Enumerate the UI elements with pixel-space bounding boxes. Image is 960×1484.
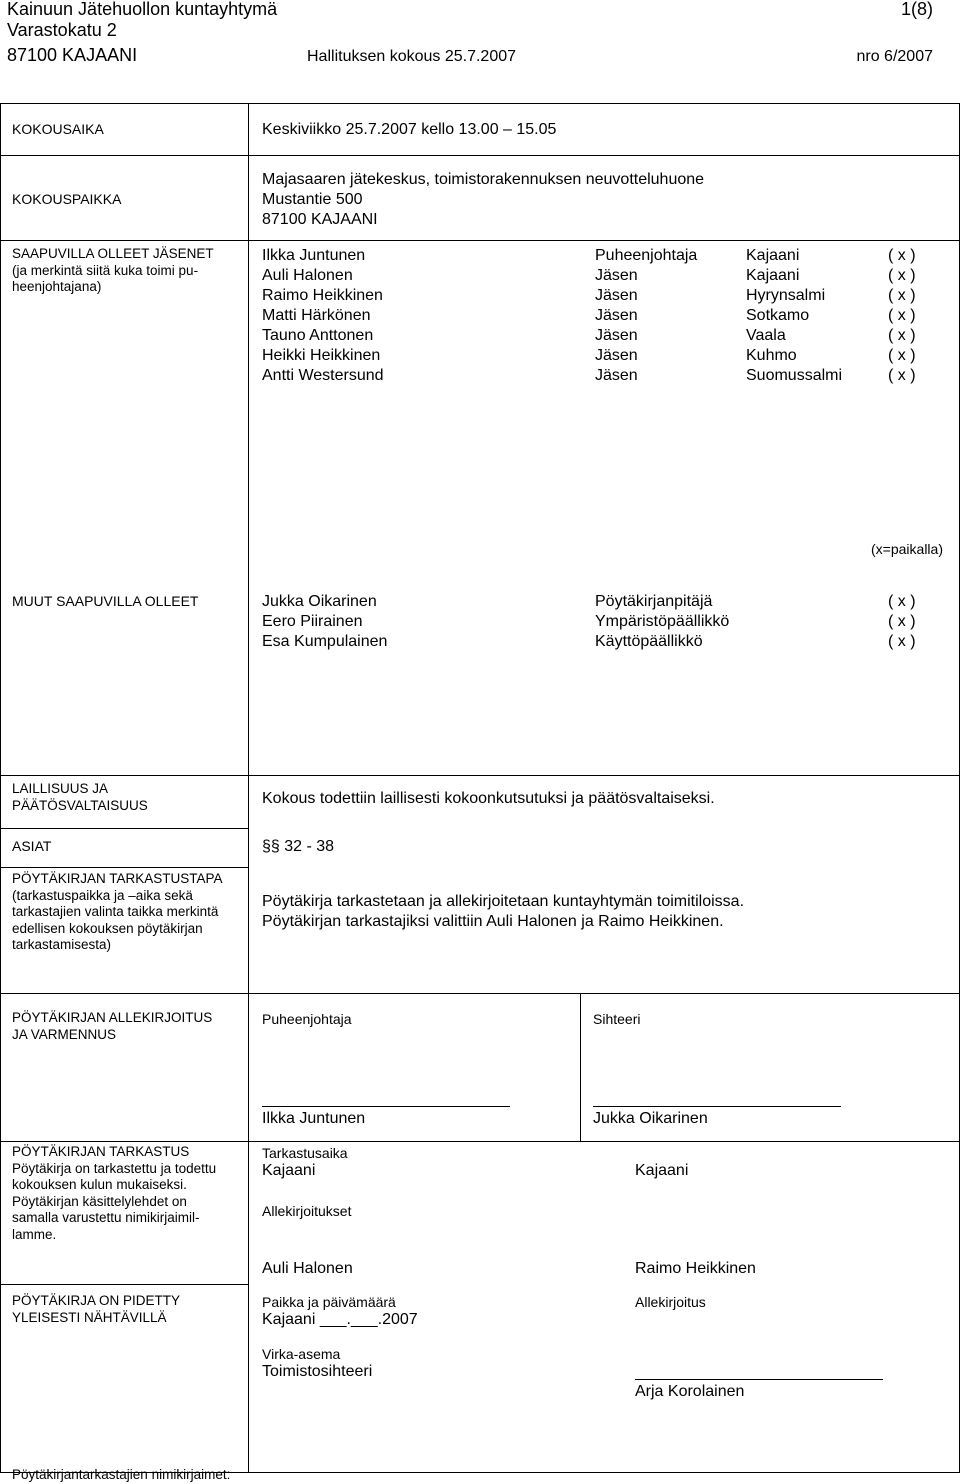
label-line: YLEISESTI NÄHTÄVILLÄ	[12, 1309, 167, 1325]
laillisuus-text: Kokous todettiin laillisesti kokoonkutsutuksi ja päätösvaltaiseksi.	[262, 790, 715, 807]
other-names	[262, 592, 387, 652]
member-role: Jäsen	[595, 327, 638, 344]
row-divider	[0, 103, 960, 104]
row-divider	[0, 993, 960, 994]
other-roles	[595, 592, 729, 652]
label-line: edellisen kokouksen pöytäkirjan	[12, 920, 203, 936]
venue-line: 87100 KAJAANI	[262, 211, 378, 228]
label-line: heenjohtajana)	[12, 279, 102, 294]
signer-signature-line	[635, 1379, 883, 1380]
chair-name: Ilkka Juntunen	[262, 1110, 366, 1127]
member-name: Heikki Heikkinen	[262, 347, 381, 364]
reviewer-right: Raimo Heikkinen	[635, 1260, 756, 1277]
street-address: Varastokatu 2	[7, 20, 117, 40]
page-number: 1(8)	[900, 0, 933, 19]
member-town: Hyrynsalmi	[746, 287, 826, 304]
asiat-value: §§ 32 - 38	[262, 838, 335, 855]
meeting-number: nro 6/2007	[856, 48, 933, 65]
attendance-mark: ( x )	[888, 247, 916, 264]
other-role: Käyttöpäällikkö	[595, 633, 703, 650]
attendance-mark: ( x )	[888, 327, 916, 344]
members-label	[12, 246, 214, 296]
label-line: PÖYTÄKIRJAN TARKASTUS	[12, 1144, 190, 1159]
column-divider	[580, 993, 581, 1141]
signature-label: Allekirjoitus	[635, 1294, 706, 1310]
member-name: Ilkka Juntunen	[262, 247, 366, 264]
position-value: Toimistosihteeri	[262, 1363, 373, 1380]
member-marks	[888, 246, 916, 386]
footer-initials-label: Pöytäkirjantarkastajien nimikirjaimet:	[12, 1467, 231, 1482]
laillisuus-label	[12, 781, 148, 814]
kokouspaikka-value	[262, 170, 704, 230]
row-divider	[0, 775, 960, 776]
review-place-right: Kajaani	[635, 1162, 689, 1179]
secretary-name: Jukka Oikarinen	[593, 1110, 708, 1127]
chair-label: Puheenjohtaja	[262, 1011, 352, 1027]
secretary-signature-line	[593, 1106, 841, 1107]
row-divider	[0, 240, 960, 241]
label-line: JA VARMENNUS	[12, 1026, 117, 1042]
label-line: PÖYTÄKIRJAN TARKASTUSTAPA	[12, 871, 223, 886]
column-divider	[248, 103, 249, 1472]
member-name: Auli Halonen	[262, 267, 353, 284]
asiat-label: ASIAT	[12, 838, 52, 854]
place-date-label: Paikka ja päivämäärä	[262, 1294, 396, 1310]
member-town: Kajaani	[746, 267, 800, 284]
other-role: Ympäristöpäällikkö	[595, 613, 730, 630]
row-divider	[0, 1141, 960, 1142]
label-line: Pöytäkirjan käsittelylehdet on	[12, 1193, 187, 1209]
venue-line: Mustantie 500	[262, 191, 363, 208]
tarkastustapa-text	[262, 892, 744, 932]
member-name: Tauno Anttonen	[262, 327, 374, 344]
text-line: Pöytäkirja tarkastetaan ja allekirjoitetaan kuntayhtymän toimitiloissa.	[262, 893, 745, 910]
label-line: lamme.	[12, 1226, 57, 1242]
member-role: Jäsen	[595, 267, 638, 284]
member-roles	[595, 246, 697, 386]
attendance-mark: ( x )	[888, 347, 916, 364]
other-role: Pöytäkirjanpitäjä	[595, 593, 713, 610]
text-line: Pöytäkirjan tarkastajiksi valittiin Auli Halonen ja Raimo Heikkinen.	[262, 913, 724, 930]
other-name: Esa Kumpulainen	[262, 633, 388, 650]
member-town: Suomussalmi	[746, 367, 843, 384]
review-time-label: Tarkastusaika	[262, 1145, 348, 1161]
kokousaika-label: KOKOUSAIKA	[12, 121, 104, 137]
label-line: tarkastamisesta)	[12, 937, 112, 952]
row-divider	[0, 828, 248, 829]
review-place-left: Kajaani	[262, 1162, 316, 1179]
other-name: Eero Piirainen	[262, 613, 363, 630]
attendance-mark: ( x )	[888, 633, 916, 650]
chair-signature-line	[262, 1106, 510, 1107]
label-line: PÖYTÄKIRJA ON PIDETTY	[12, 1293, 181, 1308]
tarkastus-label	[12, 1144, 216, 1243]
member-role: Jäsen	[595, 307, 638, 324]
kokouspaikka-label: KOKOUSPAIKKA	[12, 191, 122, 207]
member-role: Jäsen	[595, 367, 638, 384]
label-line: tarkastajien valinta taikka merkintä	[12, 904, 219, 919]
attendance-mark: ( x )	[888, 367, 916, 384]
attendance-mark: ( x )	[888, 307, 916, 324]
label-line: (ja merkintä siitä kuka toimi pu-	[12, 262, 199, 278]
member-town: Vaala	[746, 327, 786, 344]
attendance-mark: ( x )	[888, 593, 916, 610]
label-line: Pöytäkirja on tarkastettu ja todettu	[12, 1160, 217, 1176]
others-label: MUUT SAAPUVILLA OLLEET	[12, 593, 199, 609]
label-line: SAAPUVILLA OLLEET JÄSENET	[12, 246, 214, 261]
meeting-title: Hallituksen kokous 25.7.2007	[307, 48, 517, 65]
other-name: Jukka Oikarinen	[262, 593, 377, 610]
attendance-mark: ( x )	[888, 287, 916, 304]
other-marks	[888, 592, 916, 652]
member-role: Jäsen	[595, 287, 638, 304]
column-divider	[0, 103, 1, 1472]
organization-name: Kainuun Jätehuollon kuntayhtymä	[7, 0, 278, 19]
row-divider	[0, 1284, 248, 1285]
row-divider	[0, 155, 960, 156]
member-name: Antti Westersund	[262, 367, 384, 384]
reviewer-left: Auli Halonen	[262, 1260, 353, 1277]
signatures-label: Allekirjoitukset	[262, 1203, 352, 1219]
venue-line: Majasaaren jätekeskus, toimistorakennuksen neuvotteluhuone	[262, 171, 705, 188]
member-name: Raimo Heikkinen	[262, 287, 383, 304]
label-line: LAILLISUUS JA	[12, 781, 109, 796]
label-line: kokouksen kulun mukaiseksi.	[12, 1177, 187, 1192]
allekirjoitus-label	[12, 1010, 212, 1043]
place-date-value: Kajaani ___.___.2007	[262, 1311, 418, 1328]
label-line: PÖYTÄKIRJAN ALLEKIRJOITUS	[12, 1010, 213, 1025]
tarkastustapa-label	[12, 871, 223, 954]
member-town: Sotkamo	[746, 307, 810, 324]
member-role: Jäsen	[595, 347, 638, 364]
signer-name: Arja Korolainen	[635, 1383, 745, 1400]
attendance-mark: ( x )	[888, 613, 916, 630]
city-address: 87100 KAJAANI	[7, 45, 138, 65]
member-names	[262, 246, 384, 386]
member-role: Puheenjohtaja	[595, 247, 698, 264]
attendance-note: (x=paikalla)	[871, 541, 943, 557]
member-name: Matti Härkönen	[262, 307, 371, 324]
row-divider	[0, 867, 248, 868]
nahtavilla-label	[12, 1293, 180, 1326]
kokousaika-value: Keskiviikko 25.7.2007 kello 13.00 – 15.05	[262, 121, 557, 138]
member-towns	[746, 246, 842, 386]
attendance-mark: ( x )	[888, 267, 916, 284]
label-line: (tarkastuspaikka ja –aika sekä	[12, 887, 193, 903]
label-line: samalla varustettu nimikirjaimil-	[12, 1210, 200, 1225]
position-label: Virka-asema	[262, 1346, 341, 1362]
label-line: PÄÄTÖSVALTAISUUS	[12, 797, 148, 813]
member-town: Kuhmo	[746, 347, 797, 364]
member-town: Kajaani	[746, 247, 800, 264]
secretary-label: Sihteeri	[593, 1011, 641, 1027]
